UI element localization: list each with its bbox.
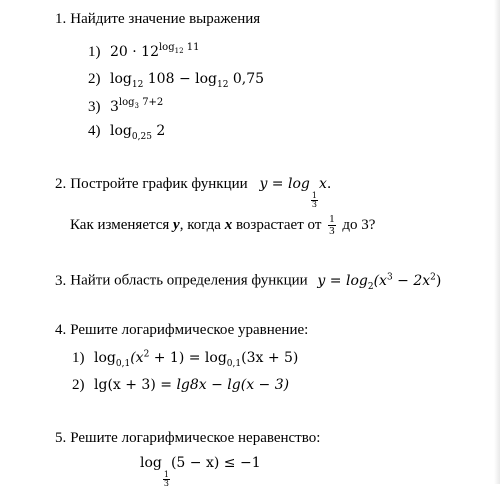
expression: $20 \cdot 12^{log_{12} 11}$ [110,42,200,60]
start-fraction: $\frac{1}{3}$ [329,213,335,237]
expression: $3^{log_3 7+2}$ [110,97,164,115]
task-1-item-4 [88,123,165,142]
task-5-text: Решите логарифмическое неравенство: [70,430,321,446]
task-4-item-1 [72,349,298,368]
task-3-function: $y = \log_2(x^3 - 2x^2)$ [317,272,442,292]
base-fraction: $\frac{1}{3}$ [311,191,317,209]
base-fraction: $\frac{1}{3}$ [163,470,169,488]
task-2-heading [55,176,331,209]
task-5-heading [55,430,320,447]
item-number: 2) [72,377,85,393]
item-number: 1) [88,43,101,60]
task-3-number: 3. [55,272,67,289]
task-4-heading [55,322,308,339]
task-5-number: 5. [55,430,67,446]
task-1-heading [55,11,260,28]
equation: $\log_{0,1}(x^2 + 1) = \log_{0,1}(3x + 5)$ [94,349,299,369]
task-2-function: y = log $\frac{1}{3}$ x. [259,176,332,209]
task-4-number: 4. [55,322,67,338]
page-edge-shadow [494,0,500,484]
expression: $\log_{12} 108 - \log_{12} 0,75$ [110,71,265,90]
task-1-number: 1. [55,11,67,27]
task-4-item-2 [72,377,289,394]
task-1-item-1 [88,42,199,61]
task-3-heading [55,272,441,291]
task-3-text: Найти область определения функции [70,272,308,289]
inequality: log $\frac{1}{3}$ (5 − x) ≤ −1 [140,455,261,488]
task-2-question: Как изменяется y, когда x возрастает от $\frac{1}{3}$ до 3? [70,213,376,237]
expression: $\log_{0,25} 2$ [110,123,166,142]
item-number: 2) [88,71,101,87]
task-1-item-3 [88,97,163,116]
item-number: 1) [72,349,85,366]
task-5-inequality [140,455,261,488]
item-number: 4) [88,123,101,139]
task-4-text: Решите логарифмическое уравнение: [70,322,309,338]
task-1-item-2 [88,71,264,90]
equation: lg(x + 3) = lg8x − lg(x − 3) [94,377,290,393]
task-2-text: Постройте график функции [70,176,248,192]
task-2-number: 2. [55,176,67,192]
task-1-text: Найдите значение выражения [70,11,261,27]
item-number: 3) [88,98,101,115]
